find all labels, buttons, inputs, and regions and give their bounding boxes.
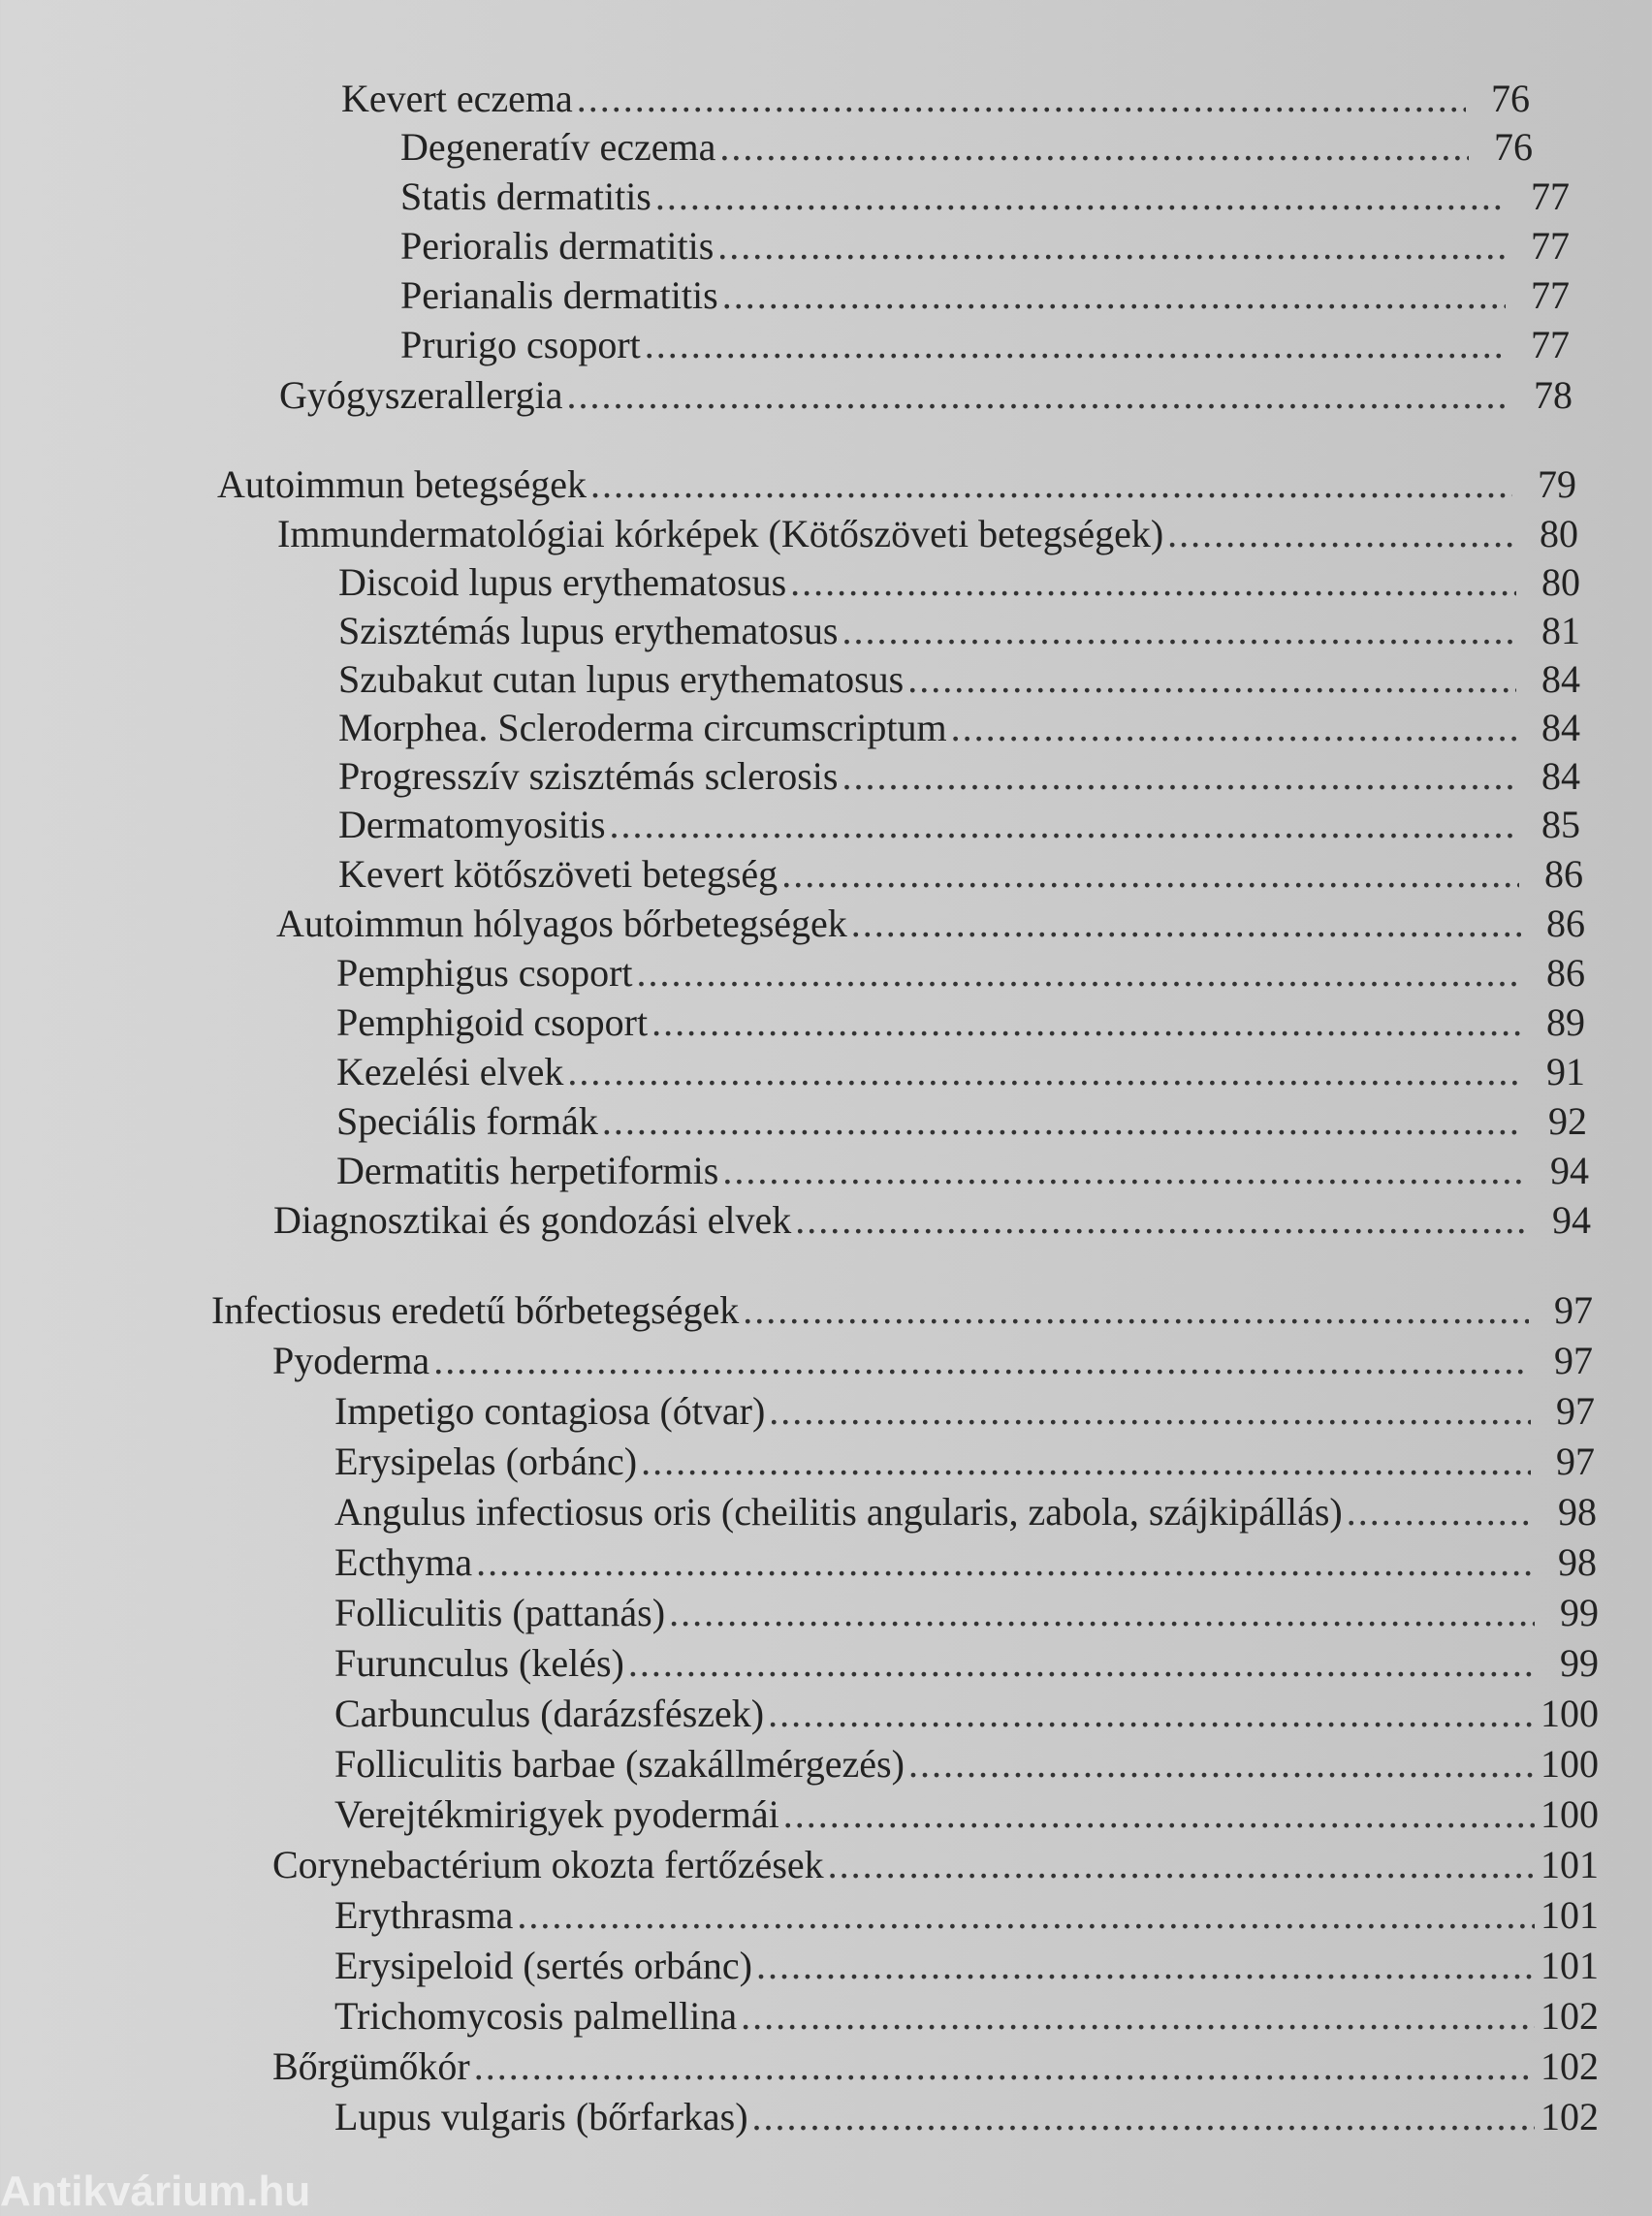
leader-dots [828, 1842, 1535, 1888]
toc-entry-title: Trichomycosis palmellina [334, 1994, 738, 2038]
toc-entry[interactable] [334, 2094, 1599, 2140]
toc-entry-page: 89 [1546, 1000, 1585, 1044]
toc-entry-page: 86 [1544, 852, 1583, 896]
leader-dots [637, 950, 1521, 997]
toc-entry-title: Discoid lupus erythematosus [338, 560, 787, 604]
toc-entry-page: 97 [1556, 1440, 1595, 1483]
toc-entry-page: 84 [1541, 657, 1580, 701]
leader-dots [722, 1148, 1525, 1194]
toc-entry-title: Perioralis dermatitis [400, 224, 715, 268]
toc-entry-page: 98 [1558, 1540, 1597, 1584]
toc-entry[interactable] [336, 1148, 1589, 1194]
toc-entry-page: 94 [1552, 1198, 1591, 1242]
toc-entry-page: 100 [1541, 1692, 1599, 1735]
toc-entry-page: 76 [1491, 77, 1530, 120]
toc-entry-page: 86 [1546, 902, 1585, 945]
leader-dots [517, 1892, 1535, 1939]
watermark: Antikvárium.hu [0, 2168, 311, 2215]
toc-entry-title: Perianalis dermatitis [400, 273, 718, 317]
leader-dots [769, 1388, 1531, 1435]
leader-dots [641, 1439, 1531, 1485]
toc-entry[interactable] [336, 1098, 1587, 1145]
leader-dots [655, 174, 1506, 220]
leader-dots [645, 322, 1506, 368]
toc-entry-title: Szubakut cutan lupus erythematosus [338, 657, 905, 701]
toc-entry-page: 77 [1531, 323, 1570, 366]
toc-entry[interactable] [338, 559, 1580, 606]
toc-entry-title: Verejtékmirigyek pyodermái [334, 1792, 779, 1836]
toc-entry-title: Angulus infectiosus oris (cheilitis angularis, zabola, szájkipállás) [334, 1490, 1343, 1534]
leader-dots [566, 372, 1509, 419]
toc-entry-title: Statis dermatitis [400, 174, 651, 218]
toc-entry-page: 97 [1554, 1288, 1593, 1332]
toc-entry[interactable] [334, 1993, 1599, 2040]
leader-dots [842, 608, 1516, 654]
leader-dots [602, 1098, 1523, 1145]
toc-entry[interactable] [211, 1287, 1593, 1334]
toc-entry-title: Pyoderma [272, 1339, 430, 1382]
toc-entry-page: 99 [1560, 1591, 1599, 1634]
leader-dots [768, 1691, 1535, 1737]
toc-entry[interactable] [334, 1892, 1599, 1939]
toc-entry[interactable] [334, 1489, 1597, 1535]
leader-dots [756, 1943, 1535, 1989]
toc-entry[interactable] [279, 372, 1573, 419]
toc-entry[interactable] [400, 124, 1533, 171]
leader-dots [851, 901, 1521, 947]
leader-dots [567, 1049, 1521, 1095]
toc-entry-title: Progresszív szisztémás sclerosis [338, 754, 839, 798]
toc-entry-title: Pemphigoid csoport [336, 1000, 649, 1044]
toc-entry-title: Autoimmun betegségek [217, 462, 588, 506]
leader-dots [433, 1338, 1529, 1384]
leader-dots [628, 1640, 1535, 1687]
toc-entry-page: 77 [1531, 224, 1570, 268]
toc-entry-title: Autoimmun hólyagos bőrbetegségek [276, 902, 847, 945]
toc-entry-page: 101 [1541, 1893, 1599, 1937]
toc-entry-title: Lupus vulgaris (bőrfarkas) [334, 2095, 748, 2138]
leader-dots [951, 705, 1516, 751]
toc-entry[interactable] [272, 1842, 1599, 1888]
leader-dots [476, 1539, 1533, 1586]
toc-entry[interactable] [338, 802, 1580, 848]
toc-entry-title: Speciális formák [336, 1099, 598, 1143]
toc-entry[interactable] [334, 1791, 1599, 1838]
toc-entry[interactable] [217, 461, 1576, 508]
toc-entry[interactable] [338, 753, 1580, 800]
toc-entry[interactable] [272, 2043, 1599, 2090]
leader-dots [752, 2094, 1535, 2140]
toc-entry-title: Dermatitis herpetiformis [336, 1149, 719, 1192]
toc-entry-page: 84 [1541, 706, 1580, 749]
toc-entry-page: 102 [1541, 2044, 1599, 2088]
toc-entry-page: 80 [1540, 512, 1578, 555]
toc-entry-title: Folliculitis (pattanás) [334, 1591, 666, 1634]
toc-entry[interactable] [273, 1197, 1591, 1244]
toc-entry-title: Kevert eczema [341, 77, 573, 120]
toc-entry-page: 85 [1541, 803, 1580, 846]
toc-entry-title: Folliculitis barbae (szakállmérgezés) [334, 1742, 905, 1786]
toc-entry[interactable] [336, 950, 1585, 997]
toc-entry-page: 101 [1541, 1843, 1599, 1886]
toc-entry-title: Corynebactérium okozta fertőzések [272, 1843, 824, 1886]
toc-entry-title: Dermatomyositis [338, 803, 606, 846]
toc-entry-title: Gyógyszerallergia [279, 373, 563, 417]
toc-entry[interactable] [338, 608, 1580, 654]
toc-entry-title: Erysipelas (orbánc) [334, 1440, 638, 1483]
toc-entry[interactable] [334, 1539, 1597, 1586]
toc-entry-title: Kezelési elvek [336, 1050, 564, 1093]
toc-entry-page: 91 [1546, 1050, 1585, 1093]
toc-entry-page: 101 [1541, 1944, 1599, 1987]
toc-entry[interactable] [272, 1338, 1593, 1384]
toc-entry-title: Erysipeloid (sertés orbánc) [334, 1944, 752, 1987]
toc-entry-title: Morphea. Scleroderma circumscriptum [338, 706, 947, 749]
leader-dots [610, 802, 1516, 848]
toc-entry[interactable] [277, 511, 1578, 557]
toc-entry-page: 77 [1531, 174, 1570, 218]
toc-entry-page: 84 [1541, 754, 1580, 798]
leader-dots [795, 1197, 1527, 1244]
toc-entry-page: 102 [1541, 2095, 1599, 2138]
toc-entry[interactable] [338, 705, 1580, 751]
toc-entry[interactable] [334, 1943, 1599, 1989]
leader-dots [722, 272, 1506, 319]
toc-entry-title: Impetigo contagiosa (ótvar) [334, 1389, 766, 1433]
leader-dots [907, 656, 1516, 703]
leader-dots [790, 559, 1516, 606]
leader-dots [1167, 511, 1514, 557]
toc-entry-title: Erythrasma [334, 1893, 514, 1937]
toc-entry[interactable] [336, 1049, 1585, 1095]
toc-entry-page: 97 [1554, 1339, 1593, 1382]
toc-entry[interactable] [341, 76, 1530, 122]
leader-dots [783, 1791, 1535, 1838]
toc-entry-page: 97 [1556, 1389, 1595, 1433]
toc-entry-page: 92 [1548, 1099, 1587, 1143]
toc-entry-page: 76 [1494, 125, 1533, 169]
toc-entry[interactable] [334, 1691, 1599, 1737]
leader-dots [651, 999, 1521, 1046]
toc-entry-page: 80 [1541, 560, 1580, 604]
toc-entry-title: Prurigo csoport [400, 323, 641, 366]
leader-dots [577, 76, 1466, 122]
toc-entry-title: Furunculus (kelés) [334, 1641, 624, 1685]
toc-entry[interactable] [400, 272, 1570, 319]
toc-entry-page: 99 [1560, 1641, 1599, 1685]
toc-entry-page: 100 [1541, 1742, 1599, 1786]
leader-dots [908, 1741, 1535, 1788]
toc-entry[interactable] [334, 1388, 1595, 1435]
toc-entry-title: Immundermatológiai kórképek (Kötőszöveti betegségek) [277, 512, 1164, 555]
toc-entry[interactable] [334, 1439, 1595, 1485]
leader-dots [781, 851, 1519, 898]
toc-entry[interactable] [338, 851, 1583, 898]
toc-entry[interactable] [334, 1741, 1599, 1788]
toc-entry[interactable] [336, 999, 1585, 1046]
toc-entry-title: Pemphigus csoport [336, 951, 633, 995]
toc-entry[interactable] [276, 901, 1585, 947]
toc-entry-title: Degeneratív eczema [400, 125, 716, 169]
toc-entry-page: 100 [1541, 1792, 1599, 1836]
leader-dots [741, 1993, 1535, 2040]
leader-dots [474, 2043, 1535, 2090]
toc-entry-page: 81 [1541, 609, 1580, 652]
leader-dots [590, 461, 1512, 508]
toc-entry-title: Ecthyma [334, 1540, 473, 1584]
leader-dots [1347, 1489, 1533, 1535]
leader-dots [743, 1287, 1529, 1334]
toc-entry[interactable] [400, 322, 1570, 368]
toc-entry-title: Bőrgümőkór [272, 2044, 470, 2088]
toc-entry[interactable] [334, 1590, 1599, 1636]
toc-entry[interactable] [400, 223, 1570, 269]
toc-entry-page: 94 [1550, 1149, 1589, 1192]
toc-entry-page: 86 [1546, 951, 1585, 995]
toc-entry-page: 79 [1538, 462, 1576, 506]
toc-entry-title: Szisztémás lupus erythematosus [338, 609, 839, 652]
toc-entry[interactable] [334, 1640, 1599, 1687]
toc-entry-title: Kevert kötőszöveti betegség [338, 852, 778, 896]
toc-entry-title: Carbunculus (darázsfészek) [334, 1692, 765, 1735]
toc-entry-page: 77 [1531, 273, 1570, 317]
leader-dots [719, 124, 1469, 171]
toc-entry-page: 78 [1534, 373, 1573, 417]
leader-dots [669, 1590, 1535, 1636]
leader-dots [717, 223, 1506, 269]
toc-entry-title: Infectiosus eredetű bőrbetegségek [211, 1288, 740, 1332]
toc-entry-page: 98 [1558, 1490, 1597, 1534]
toc-entry-title: Diagnosztikai és gondozási elvek [273, 1198, 792, 1242]
toc-entry[interactable] [400, 174, 1570, 220]
toc-entry-page: 102 [1541, 1994, 1599, 2038]
toc-entry[interactable] [338, 656, 1580, 703]
leader-dots [842, 753, 1516, 800]
